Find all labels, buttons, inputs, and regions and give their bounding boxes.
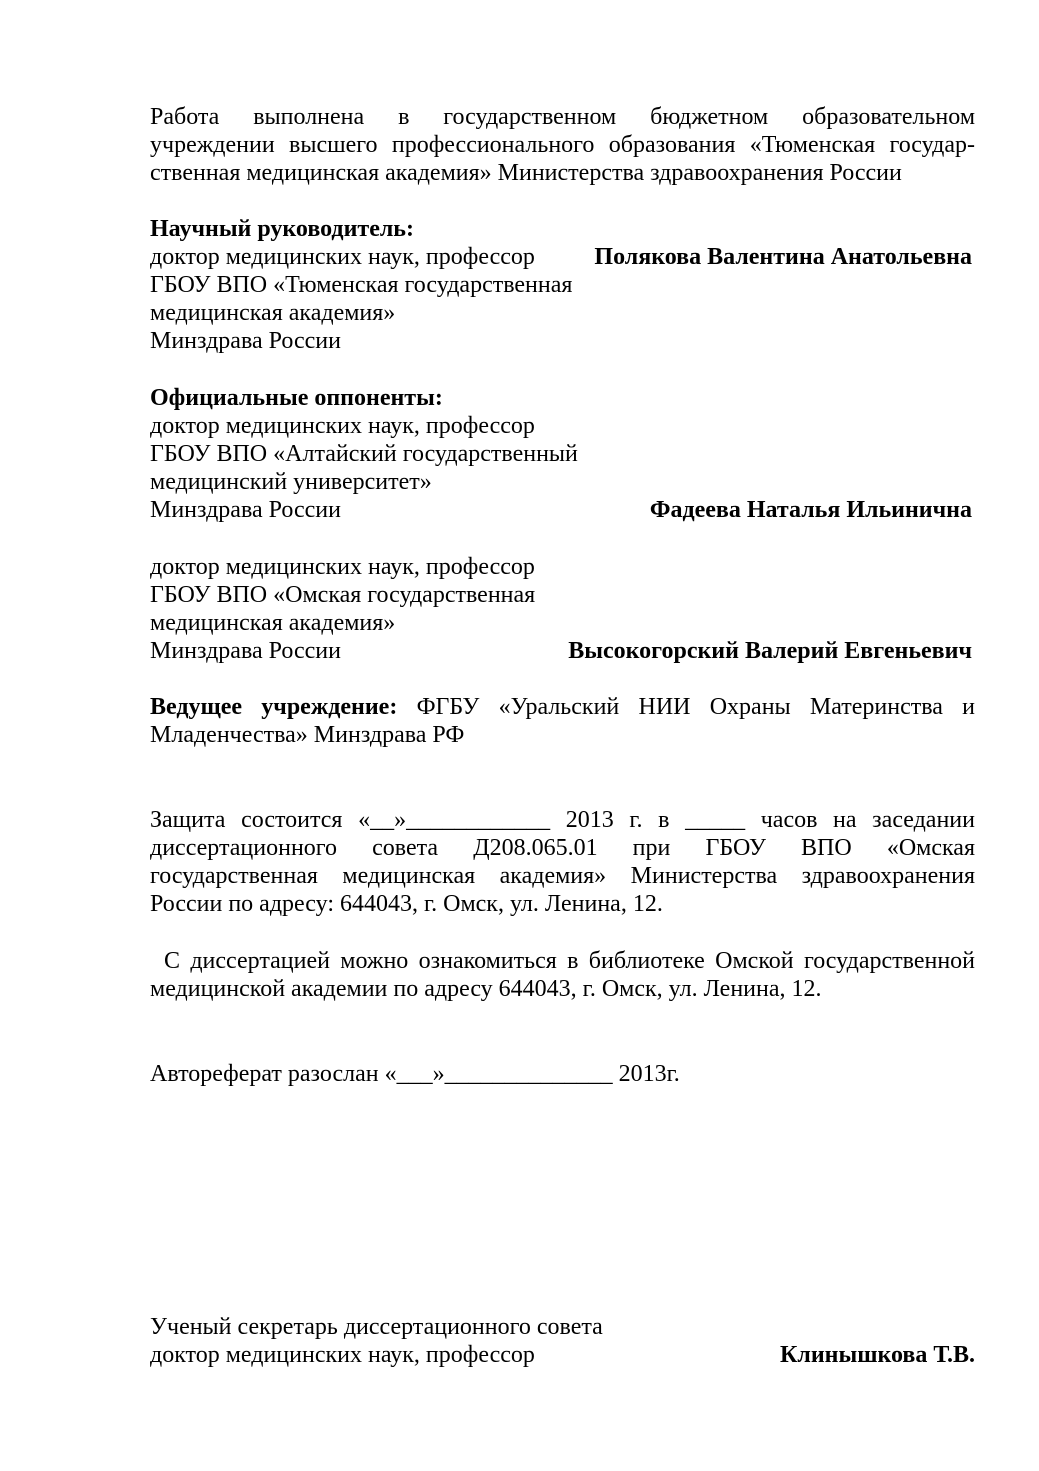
opponents-heading: Официальные оппоненты: (150, 385, 443, 411)
supervisor-degree: доктор медицинских наук, профессор (150, 244, 535, 270)
secretary-degree: доктор медицинских наук, профессор (150, 1342, 535, 1368)
leading-org-line-1 (150, 693, 975, 721)
opponent-1-name: Фадеева Наталья Ильинична (649, 497, 972, 523)
library-line-1: С диссертацией можно ознакомиться в библиотеке Омской государственной (164, 948, 975, 974)
defense-line-2: диссертационного совета Д208.065.01 при ГБОУ ВПО «Омская (150, 835, 975, 861)
supervisor-name: Полякова Валентина Анатольевна (594, 244, 972, 270)
opponent-2-degree: доктор медицинских наук, профессор (150, 554, 535, 580)
opponent-2-org-line-2: медицинская академия» (150, 610, 396, 636)
opponent-2-name: Высокогорский Валерий Евгеньевич (568, 638, 972, 664)
intro-line-2: учреждении высшего профессионального образования «Тюменская государ- (150, 132, 975, 158)
opponent-2-org-line-1: ГБОУ ВПО «Омская государственная (150, 582, 536, 608)
defense-line-1: Защита состоится «__»____________ 2013 г. в _____ часов на заседании (150, 807, 975, 833)
supervisor-org-line-1: ГБОУ ВПО «Тюменская государственная (150, 272, 573, 298)
intro-line-1: Работа выполнена в государственном бюджетном образовательном (150, 104, 975, 130)
secretary-title: Ученый секретарь диссертационного совета (150, 1314, 603, 1340)
secretary-name: Клинышкова Т.В. (779, 1342, 975, 1368)
defense-line-3: государственная медицинская академия» Министерства здравоохранения (150, 863, 975, 889)
opponent-1-org-line-3: Минздрава России (150, 497, 341, 523)
supervisor-heading: Научный руководитель: (150, 216, 414, 242)
intro-line-3: ственная медицинская академия» Министерства здравоохранения России (150, 160, 902, 186)
leading-org-label: Ведущее учреждение: (150, 694, 398, 720)
supervisor-org-line-2: медицинская академия» (150, 300, 396, 326)
opponent-1-org-line-1: ГБОУ ВПО «Алтайский государственный (150, 441, 578, 467)
leading-org-line-2: Младенчества» Минздрава РФ (150, 722, 465, 748)
opponent-1-degree: доктор медицинских наук, профессор (150, 413, 535, 439)
abstract-sent-line: Автореферат разослан «___»______________ 2013г. (150, 1061, 680, 1087)
supervisor-org-line-3: Минздрава России (150, 328, 341, 354)
opponent-1-org-line-2: медицинский университет» (150, 469, 432, 495)
library-line-2: медицинской академии по адресу 644043, г. Омск, ул. Ленина, 12. (150, 976, 822, 1002)
defense-line-4: России по адресу: 644043, г. Омск, ул. Ленина, 12. (150, 891, 663, 917)
opponent-2-org-line-3: Минздрава России (150, 638, 341, 664)
leading-org-text: ФГБУ «Уральский НИИ Охраны Материнства и (416, 694, 976, 720)
